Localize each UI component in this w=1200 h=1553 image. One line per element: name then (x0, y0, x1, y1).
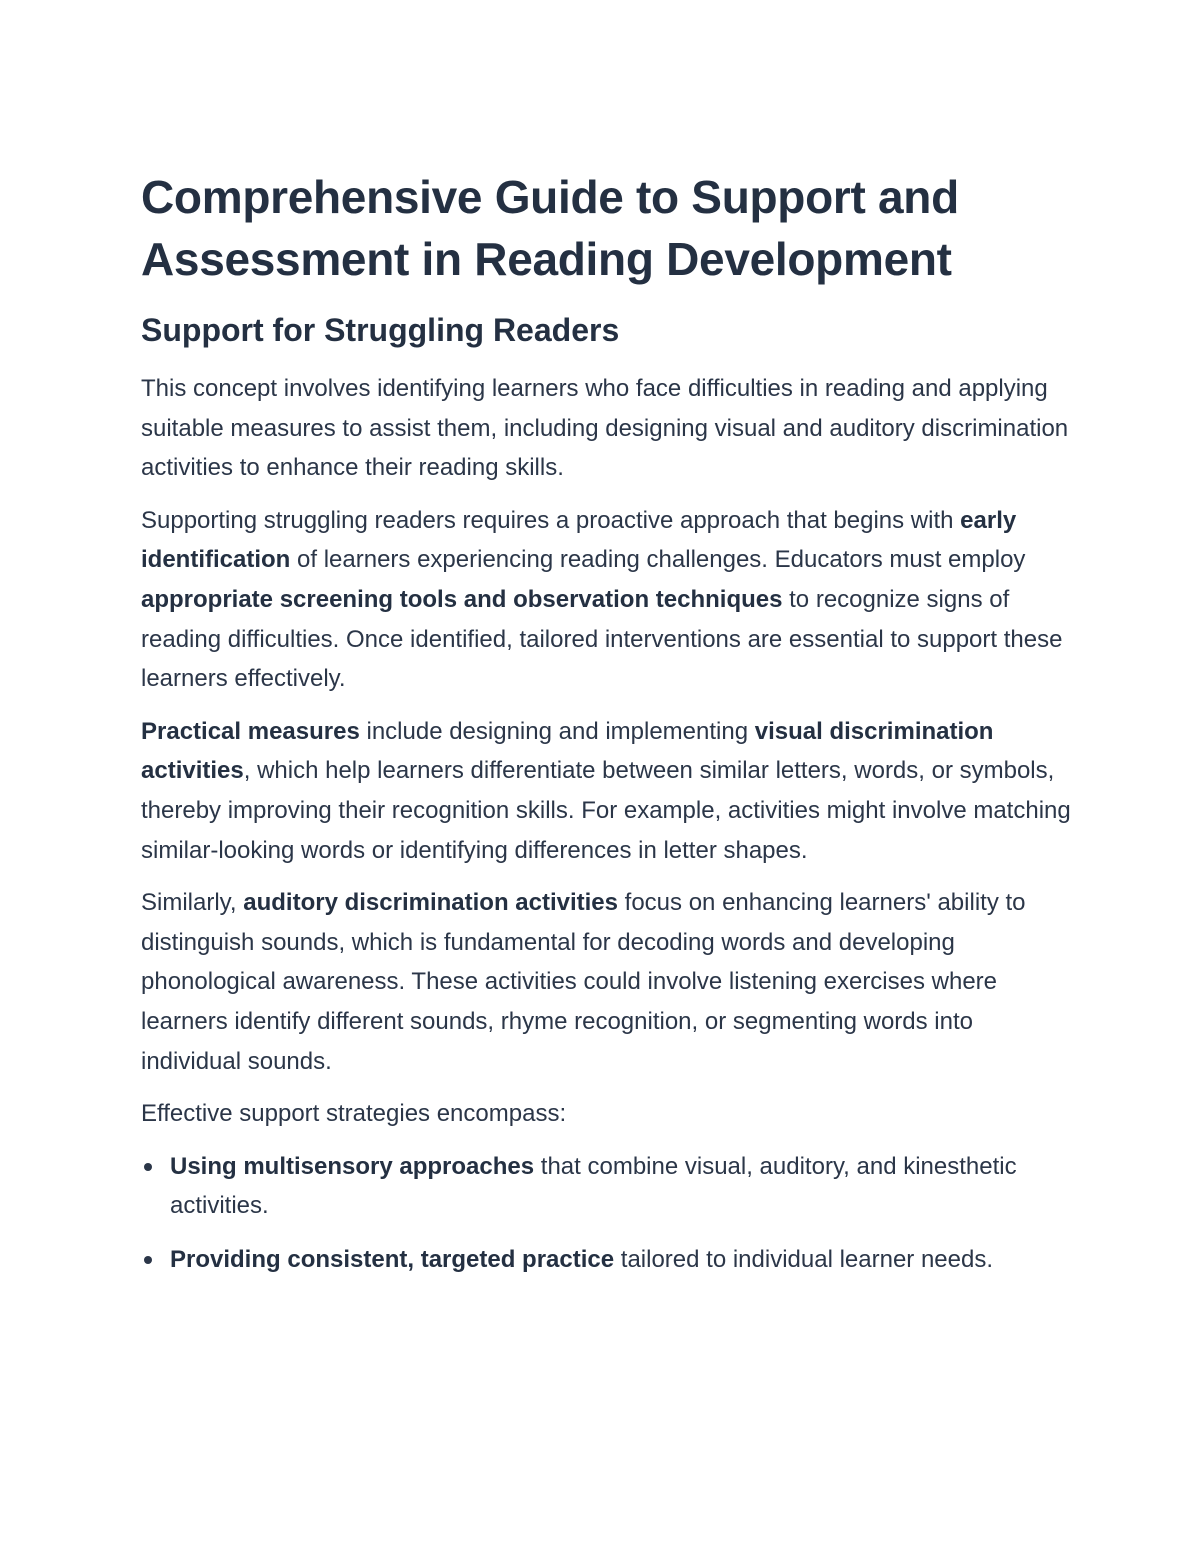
list-item (141, 1147, 1071, 1226)
text-run: , which help learners differentiate between similar letters, words, or symbols, thereby improving their recognition skills. For example, activities might involve matching similar-looking words or identifying differences in letter shapes. (141, 757, 1071, 864)
bold-run: appropriate screening tools and observation techniques (141, 585, 783, 613)
strategies-list (141, 1147, 1071, 1280)
text-run: to recognize signs of reading difficulties. Once identified, tailored interventions are essential to support these learners effectively. (141, 585, 1063, 693)
bold-run: Practical measures (141, 717, 360, 745)
text-run: Similarly, (141, 889, 244, 917)
bold-run: early identification (141, 506, 1017, 574)
bold-run: Providing consistent, targeted practice (170, 1245, 615, 1273)
text-run: tailored to individual learner needs. (614, 1245, 994, 1273)
intro-paragraph: This concept involves identifying learners who face difficulties in reading and applying suitable measures to assist them, including designing visual and auditory discrimination activities to enhance their reading skills. (141, 375, 1069, 482)
text-run: Supporting struggling readers requires a proactive approach that begins with (141, 506, 961, 534)
visual-discrimination-paragraph (141, 712, 1071, 870)
bold-run: auditory discrimination activities (243, 889, 618, 917)
bullet-icon (144, 1256, 152, 1264)
bold-run: visual discrimination activities (141, 717, 994, 785)
list-item (141, 1240, 1071, 1280)
bullet-icon (144, 1163, 152, 1171)
text-run: of learners experiencing reading challenges. Educators must employ (290, 546, 1026, 574)
document-page (141, 166, 1071, 1293)
page-title: Comprehensive Guide to Support and Assessment in Reading Development (141, 171, 959, 285)
bold-run: Using multisensory approaches (170, 1152, 535, 1180)
text-run: include designing and implementing (359, 717, 755, 745)
strategies-intro: Effective support strategies encompass: (141, 1100, 567, 1128)
identification-paragraph (141, 501, 1071, 699)
auditory-discrimination-paragraph (141, 883, 1071, 1081)
section-heading: Support for Struggling Readers (141, 312, 620, 348)
text-run: focus on enhancing learners' ability to distinguish sounds, which is fundamental for decoding words and developing phonological awareness. These activities could involve listening exercises where learners identify different sounds, rhyme recognition, or segmenting words into individual sounds. (141, 889, 1026, 1075)
text-run: that combine visual, auditory, and kinesthetic activities. (170, 1152, 1017, 1220)
